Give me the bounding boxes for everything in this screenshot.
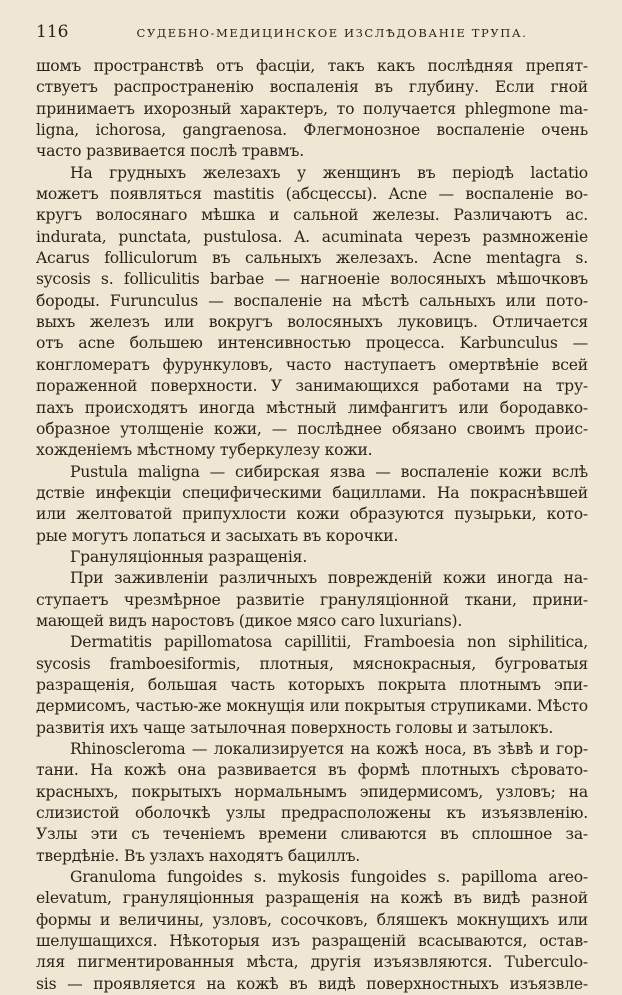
text-line: формы и величины, узловъ, сосочковъ, бляшекъ мокнущихъ или (36, 910, 588, 929)
text-line: indurata, punctata, pustulosa. A. acuminata черезъ размноженіе (36, 227, 588, 246)
text-line: На грудныхъ железахъ у женщинъ въ періодѣ lactatio (70, 163, 588, 182)
text-line: ступаетъ чрезмѣрное развитіе грануляціонной ткани, прини- (36, 590, 588, 609)
text-line: пораженной поверхности. У занимающихся работами на тру- (36, 377, 588, 396)
text-line: хожденіемъ мѣстному туберкулезу кожи. (36, 441, 373, 460)
text-line: часто развивается послѣ травмъ. (36, 142, 305, 161)
page-number: 116 (36, 22, 69, 42)
text-line: мающей видъ наростовъ (дикое мясо caro luxurians). (36, 611, 463, 630)
text-line: разращенія, большая часть которыхъ покрыта плотнымъ эпи- (36, 675, 588, 694)
text-line: ляя пигментированныя мѣста, другія изъязвляются. Tuberculo- (36, 953, 588, 972)
text-line: слизистой оболочкѣ узлы предрасположены къ изъязвленію. (36, 804, 588, 823)
body-text (36, 56, 588, 995)
text-line: Dermatitis papillomatosa capillitii, Framboesia non siphilitica, (70, 633, 588, 652)
text-line: развитія ихъ чаще затылочная поверхность головы и затылокъ. (36, 718, 554, 737)
text-line: шелушащихся. Нѣкоторыя изъ разращеній всасываются, остав- (36, 932, 588, 951)
text-line: отъ acne большею интенсивностью процесса. Karbunculus — (36, 334, 588, 353)
text-line: или желтоватой припухлости кожи образуются пузырьки, кото- (36, 505, 588, 524)
text-line: принимаетъ ихорозный характеръ, то получается phlegmone ma- (36, 99, 588, 118)
text-line: рые могутъ лопаться и засыхать въ корочки. (36, 526, 399, 545)
text-line: красныхъ, покрытыхъ нормальнымъ эпидермисомъ, узловъ; на (36, 782, 588, 801)
text-line: ligna, ichorosa, gangraenosa. Флегмонозное воспаленіе очень (36, 121, 588, 140)
text-line: выхъ железъ или вокругъ волосяныхъ луковицъ. Отличается (36, 313, 588, 332)
text-line: твердѣніе. Въ узлахъ находятъ бациллъ. (36, 846, 361, 865)
text-line: кругъ волосянаго мѣшка и сальной железы. Различаютъ ac. (36, 206, 588, 225)
text-line: тани. На кожѣ она развивается въ формѣ плотныхъ сѣровато- (36, 761, 588, 780)
text-line: можетъ появляться mastitis (абсцессы). Acne — воспаленіе во- (36, 185, 588, 204)
text-line: ствуетъ распространенію воспаленія въ глубину. Если гной (36, 78, 588, 97)
text-line: При заживленіи различныхъ поврежденій кожи иногда на- (70, 569, 588, 588)
running-title: СУДЕБНО-МЕДИЦИНСКОЕ ИЗСЛѢДОВАНІЕ ТРУПА. (136, 26, 528, 40)
text-line: Узлы эти съ теченіемъ времени сливаются въ сплошное за- (36, 825, 588, 844)
text-line: бороды. Furunculus — воспаленіе на мѣстѣ сальныхъ или пото- (36, 291, 588, 310)
text-line: дствіе инфекціи специфическими бациллами. На покраснѣвшей (36, 483, 588, 502)
text-line: Rhinoscleroma — локализируется на кожѣ носа, въ зѣвѣ и гор- (70, 740, 588, 758)
text-line: sycosis s. folliculitis barbae — нагноеніе волосяныхъ мѣшочковъ (36, 270, 588, 289)
text-line: образное утолщеніе кожи, — послѣднее обязано своимъ проис- (36, 419, 588, 438)
text-line: sycosis framboesiformis, плотныя, мяснокрасныя, бугроватыя (36, 654, 588, 673)
text-line: дермисомъ, частью-же мокнущія или покрытыя струпиками. Мѣсто (36, 697, 588, 716)
text-line: конгломератъ фурункуловъ, часто наступаетъ омертвѣніе всей (36, 355, 588, 374)
text-line: пахъ происходятъ иногда мѣстный лимфангитъ или бородавко- (36, 398, 588, 417)
text-line: Грануляціонныя разращенія. (70, 547, 308, 566)
text-line: Acarus folliculorum въ сальныхъ железахъ. Acne mentagra s. (36, 249, 588, 268)
text-line: elevatum, грануляціонныя разращенія на кожѣ въ видѣ разной (36, 889, 588, 908)
page-header (36, 22, 588, 48)
text-line: sis — проявляется на кожѣ въ видѣ поверхностныхъ изъязвле- (36, 974, 588, 993)
text-line: шомъ пространствѣ отъ фасціи, такъ какъ послѣдняя препят- (36, 57, 588, 75)
text-line: Granuloma fungoides s. mykosis fungoides s. papilloma areo- (70, 868, 588, 887)
text-line: Pustula maligna — сибирская язва — воспаленіе кожи вслѣ (70, 462, 588, 481)
